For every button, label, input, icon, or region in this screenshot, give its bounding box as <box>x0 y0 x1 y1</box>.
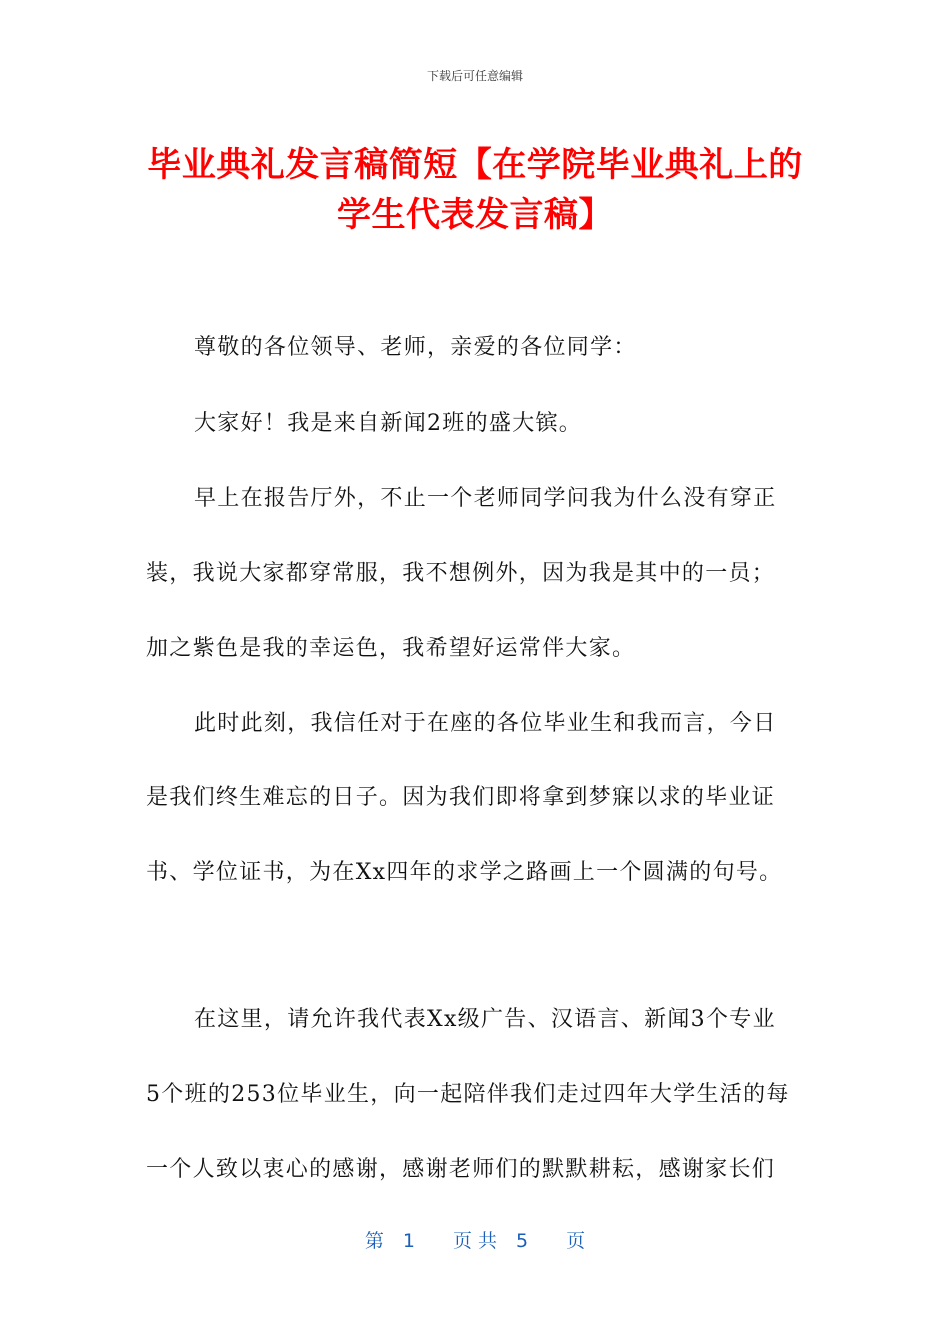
greeting: 大家好！我是来自新闻2班的盛大镔。 <box>194 411 583 436</box>
body-line: 早上在报告厅外，不止一个老师同学问我为什么没有穿正 <box>194 486 777 511</box>
body-line: 书、学位证书，为在Xx四年的求学之路画上一个圆满的句号。 <box>146 860 783 885</box>
body-line: 一个人致以衷心的感谢，感谢老师们的默默耕耘，感谢家长们 <box>146 1157 776 1182</box>
title-line-1: 毕业典礼发言稿简短【在学院毕业典礼上的 <box>147 145 803 185</box>
body-line: 在这里，请允许我代表Xx级广告、汉语言、新闻3个专业 <box>194 1007 776 1032</box>
header-note: 下载后可任意编辑 <box>426 69 523 83</box>
body-line: 装，我说大家都穿常服，我不想例外，因为我是其中的一员； <box>146 561 776 586</box>
body-line: 此时此刻，我信任对于在座的各位毕业生和我而言，今日 <box>194 711 777 736</box>
body-line: 加之紫色是我的幸运色，我希望好运常伴大家。 <box>146 636 636 661</box>
page-indicator: 第 1 页 共 5 页 <box>364 1230 586 1252</box>
body-line: 是我们终生难忘的日子。因为我们即将拿到梦寐以求的毕业证 <box>146 785 776 810</box>
salutation: 尊敬的各位领导、老师，亲爱的各位同学： <box>194 335 637 360</box>
document-title <box>110 140 840 240</box>
body-line: 5个班的253位毕业生，向一起陪伴我们走过四年大学生活的每 <box>146 1082 790 1107</box>
title-line-2: 学生代表发言稿】 <box>337 195 613 235</box>
